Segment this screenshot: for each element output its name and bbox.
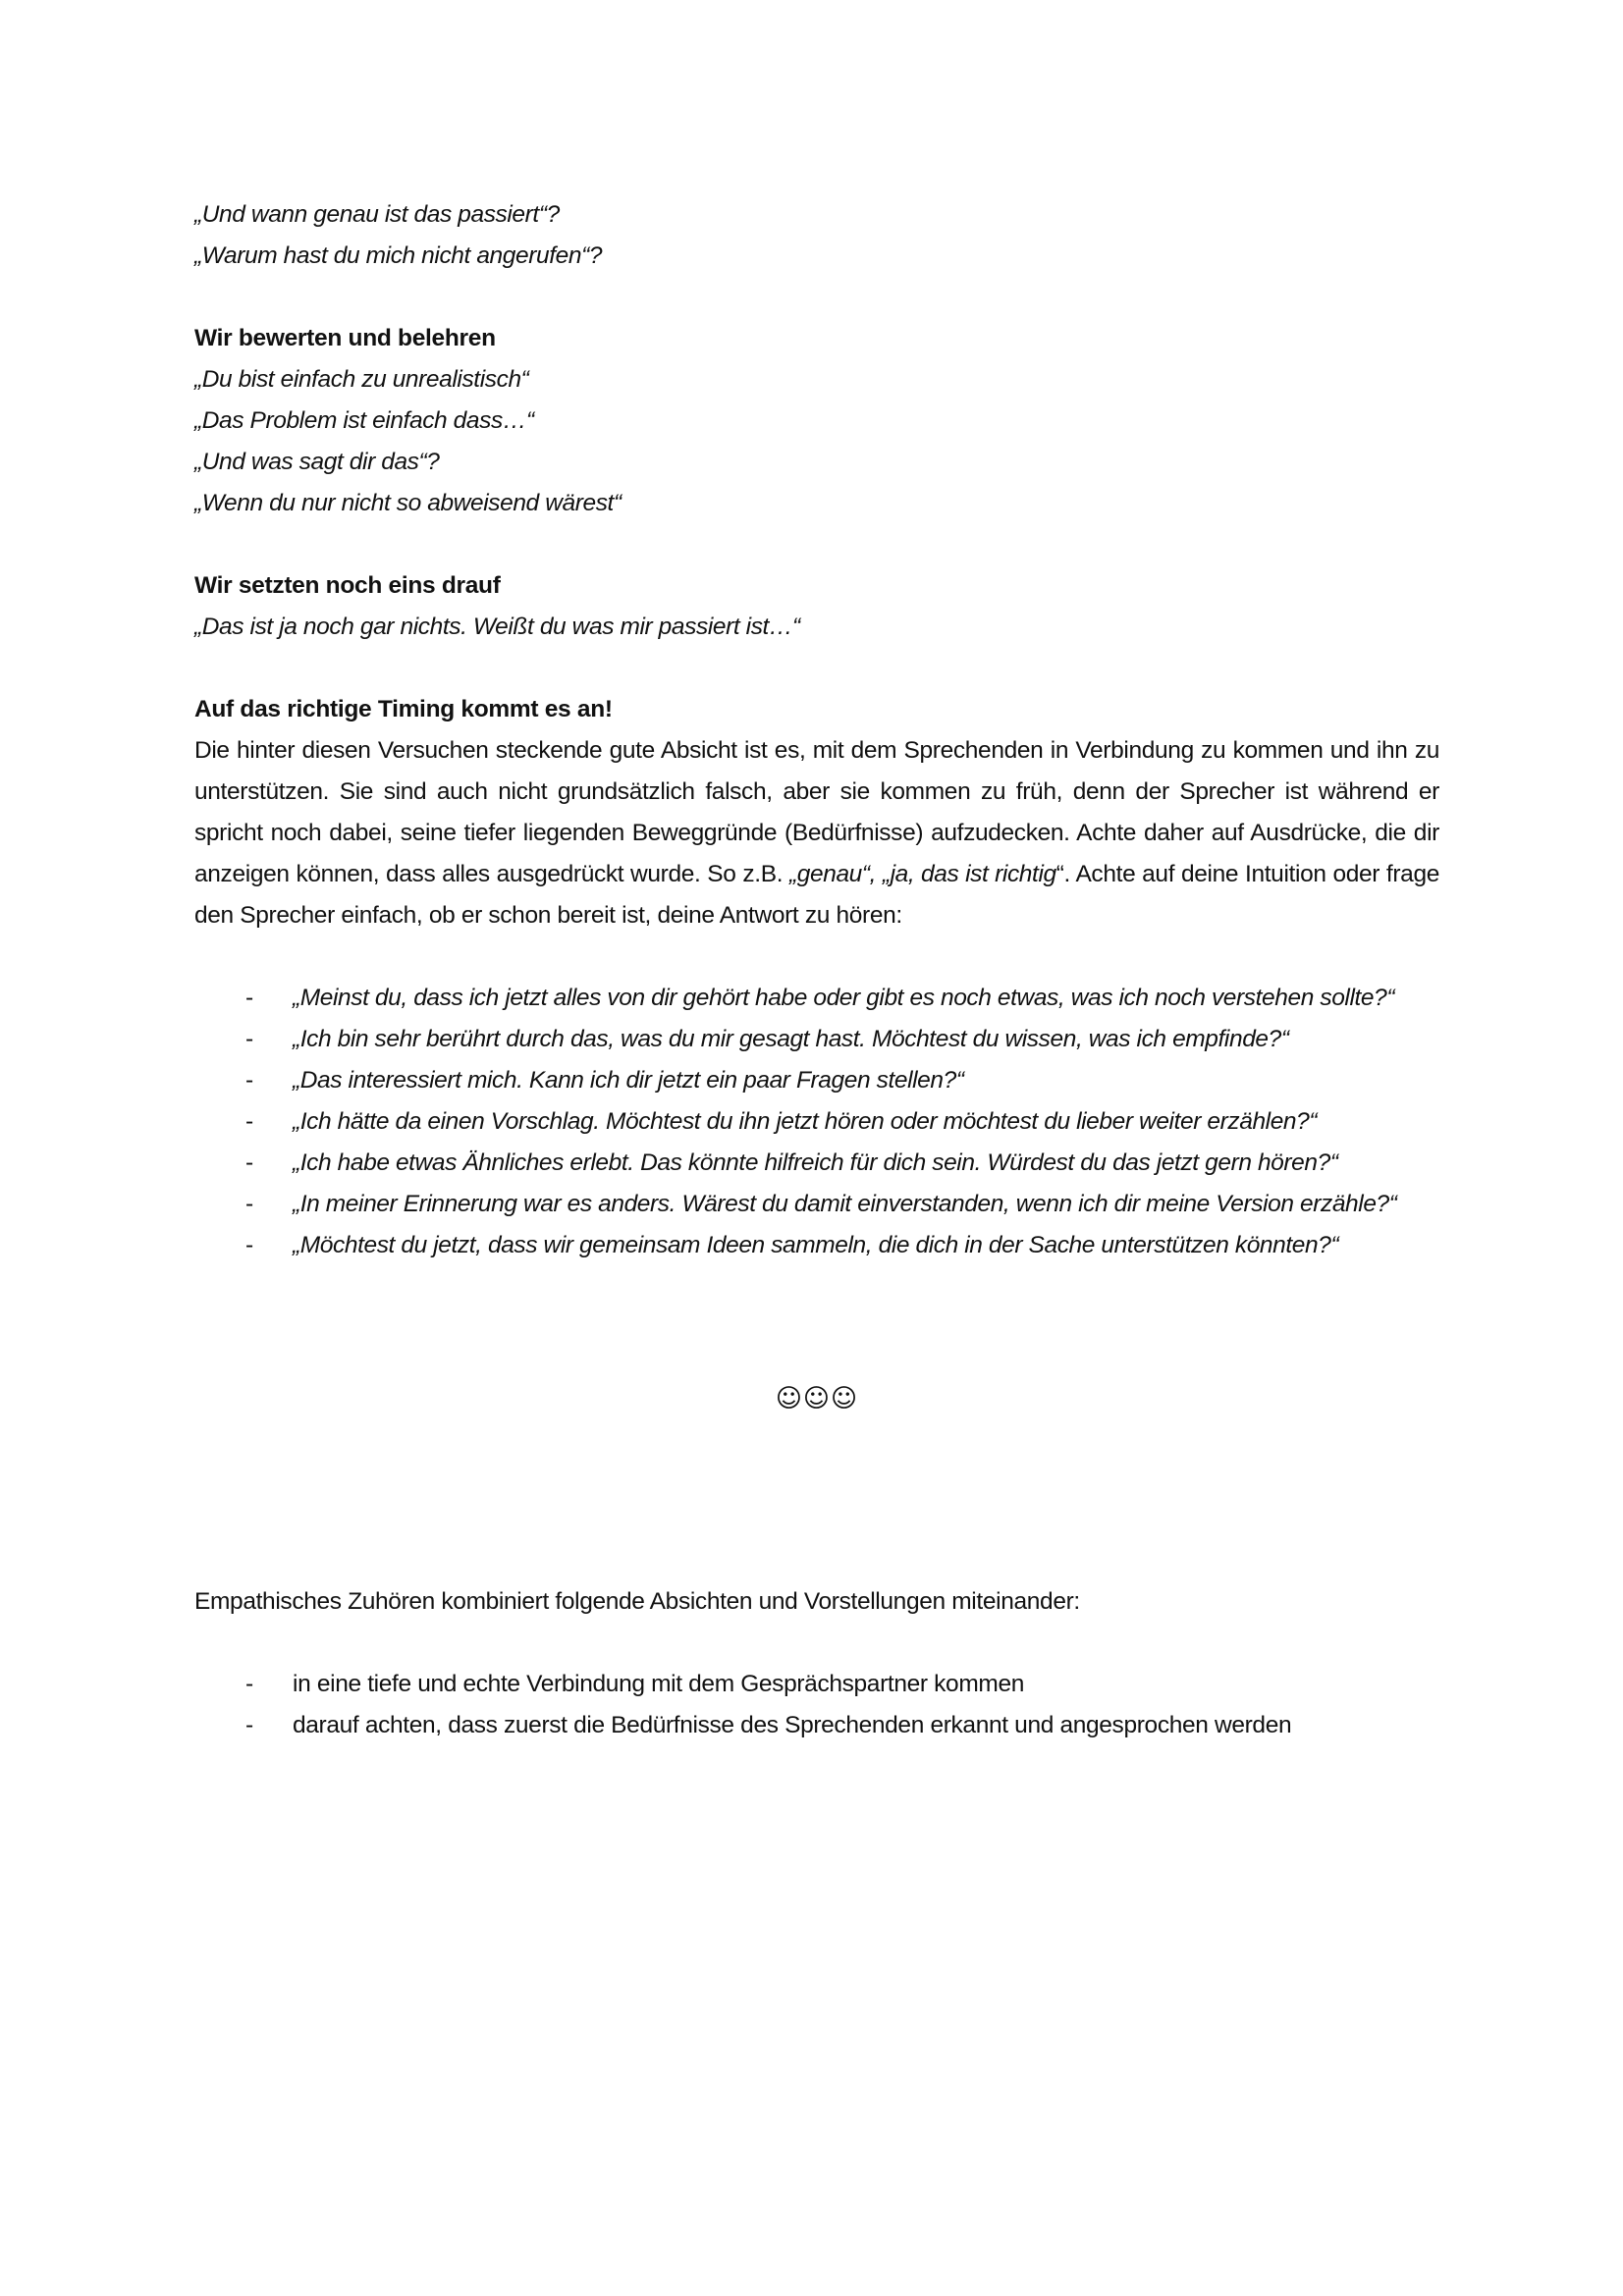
- dash-bullet: -: [245, 1067, 253, 1094]
- question-text: „Das interessiert mich. Kann ich dir jetzt ein paar Fragen stellen?“: [293, 1067, 964, 1094]
- question-text: „Ich bin sehr berührt durch das, was du mir gesagt hast. Möchtest du wissen, was ich empfinde?“: [293, 1026, 1289, 1052]
- dash-bullet: -: [245, 1191, 253, 1217]
- dash-bullet: -: [245, 1108, 253, 1135]
- dash-bullet: -: [245, 1671, 253, 1697]
- dash-bullet: -: [245, 1232, 253, 1258]
- question-text: „Ich habe etwas Ähnliches erlebt. Das könnte hilfreich für dich sein. Würdest du das jetzt gern hören?“: [293, 1149, 1338, 1176]
- section-quote: „Und was sagt dir das“?: [194, 449, 440, 475]
- question-text: „In meiner Erinnerung war es anders. Wärest du damit einverstanden, wenn ich dir meine Version erzähle?“: [293, 1191, 1397, 1217]
- section-heading: Wir setzten noch eins drauf: [194, 572, 501, 599]
- spacer: [194, 648, 1439, 689]
- list-item: [194, 1184, 1439, 1225]
- document-page: [194, 194, 1439, 1746]
- spacer: [194, 936, 1439, 978]
- question-text: „Ich hätte da einen Vorschlag. Möchtest du ihn jetzt hören oder möchtest du lieber weiter erzählen?“: [293, 1108, 1318, 1135]
- list-item: [194, 1101, 1439, 1143]
- list-item: [194, 1225, 1439, 1266]
- paragraph-text: “. Achte auf deine Intuition oder frage den Sprecher einfach, ob er schon bereit ist, deine Antwort zu hören:: [194, 861, 1440, 929]
- list-item: [194, 1705, 1439, 1746]
- spacer: [194, 1419, 1439, 1581]
- list-item: [194, 1143, 1439, 1184]
- list-item: [194, 978, 1439, 1019]
- question-text: „Meinst du, dass ich jetzt alles von dir gehört habe oder gibt es noch etwas, was ich noch verstehen sollte?“: [293, 985, 1395, 1011]
- paragraph-text: Die hinter diesen Versuchen steckende gute Absicht ist es, mit dem Sprechenden in Verbindung zu kommen und ihn zu unterstützen. Sie sind auch nicht grundsätzlich falsch, aber sie kommen zu früh, denn der Sprecher ist während er spricht noch dabei, seine tiefer liegenden Beweggründe (Bedürfnisse) aufzudecken. Achte daher auf Ausdrücke, die dir anzeigen können, dass alles ausgedrückt wurde. So z.B.: [194, 737, 1439, 887]
- question-list: [194, 978, 1439, 1266]
- section-quote: „Wenn du nur nicht so abweisend wärest“: [194, 490, 622, 516]
- section-quote: „Das ist ja noch gar nichts. Weißt du was mir passiert ist…“: [194, 614, 800, 640]
- empathy-item-text: darauf achten, dass zuerst die Bedürfnisse des Sprechenden erkannt und angesprochen werden: [293, 1712, 1292, 1738]
- list-item: [194, 1664, 1439, 1705]
- question-text: „Möchtest du jetzt, dass wir gemeinsam Ideen sammeln, die dich in der Sache unterstützen könnten?“: [293, 1232, 1339, 1258]
- dash-bullet: -: [245, 985, 253, 1011]
- empathy-intro: Empathisches Zuhören kombiniert folgende Absichten und Vorstellungen miteinander:: [194, 1588, 1080, 1615]
- section-quote: „Das Problem ist einfach dass…“: [194, 407, 534, 434]
- spacer: [194, 1266, 1439, 1378]
- list-item: [194, 1060, 1439, 1101]
- section-heading: Wir bewerten und belehren: [194, 325, 496, 351]
- list-item: [194, 1019, 1439, 1060]
- section-quote: „Du bist einfach zu unrealistisch“: [194, 366, 529, 393]
- spacer: [194, 1623, 1439, 1664]
- spacer: [194, 524, 1439, 565]
- timing-paragraph: [194, 730, 1439, 936]
- paragraph-italic-example: „genau“, „ja, das ist richtig: [789, 861, 1056, 887]
- spacer: [194, 277, 1439, 318]
- intro-quote: „Warum hast du mich nicht angerufen“?: [194, 242, 603, 269]
- timing-heading: Auf das richtige Timing kommt es an!: [194, 696, 613, 722]
- dash-bullet: -: [245, 1149, 253, 1176]
- empathy-list: [194, 1664, 1439, 1746]
- intro-quote: „Und wann genau ist das passiert“?: [194, 201, 560, 228]
- empathy-item-text: in eine tiefe und echte Verbindung mit dem Gesprächspartner kommen: [293, 1671, 1025, 1697]
- smiley-icons: ☺☺☺: [775, 1384, 859, 1414]
- dash-bullet: -: [245, 1026, 253, 1052]
- dash-bullet: -: [245, 1712, 253, 1738]
